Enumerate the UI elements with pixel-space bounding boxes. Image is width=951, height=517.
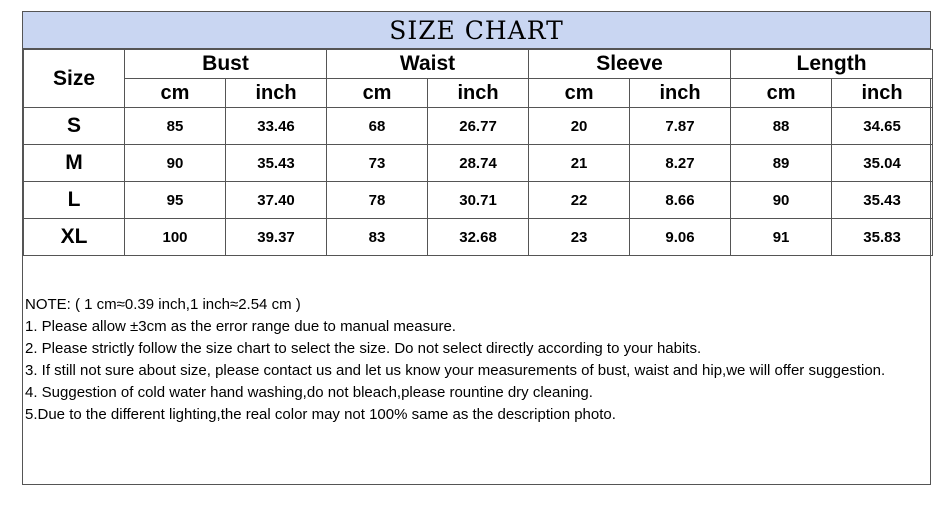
unit-header: inch [428,79,529,108]
table-cell: 35.43 [226,145,327,182]
size-chart-frame [22,11,931,485]
table-cell: 39.37 [226,219,327,256]
table-cell: 8.66 [630,182,731,219]
table-cell: 23 [529,219,630,256]
table-cell: 90 [125,145,226,182]
table-cell: 91 [731,219,832,256]
table-cell: 34.65 [832,108,933,145]
table-cell: 89 [731,145,832,182]
unit-header: cm [327,79,428,108]
unit-header: inch [832,79,933,108]
table-cell: 35.83 [832,219,933,256]
table-cell: 20 [529,108,630,145]
table-cell: 7.87 [630,108,731,145]
table-cell: 83 [327,219,428,256]
table-cell: 8.27 [630,145,731,182]
unit-header: inch [226,79,327,108]
table-row [24,219,933,256]
table-row [24,108,933,145]
table-cell: 35.04 [832,145,933,182]
table-cell: 32.68 [428,219,529,256]
note-line: 5.Due to the different lighting,the real color may not 100% same as the description photo. [25,406,616,423]
table-cell: 95 [125,182,226,219]
table-cell: 68 [327,108,428,145]
table-cell: 85 [125,108,226,145]
chart-title: SIZE CHART [23,12,930,49]
note-line: 4. Suggestion of cold water hand washing,do not bleach,please rountine dry cleaning. [25,384,593,401]
bust-header: Bust [125,50,327,79]
note-line: NOTE: ( 1 cm≈0.39 inch,1 inch≈2.54 cm ) [25,296,301,313]
table-cell: 9.06 [630,219,731,256]
length-header: Length [731,50,933,79]
unit-header: cm [529,79,630,108]
unit-header: cm [731,79,832,108]
sleeve-header: Sleeve [529,50,731,79]
table-cell: 73 [327,145,428,182]
notes-section [25,294,925,426]
table-cell: 22 [529,182,630,219]
table-cell: 30.71 [428,182,529,219]
size-label: XL [24,219,125,256]
table-cell: 90 [731,182,832,219]
table-cell: 78 [327,182,428,219]
note-line: 2. Please strictly follow the size chart to select the size. Do not select directly according to your habits. [25,340,702,357]
table-row [24,145,933,182]
unit-header: cm [125,79,226,108]
table-cell: 21 [529,145,630,182]
size-label: L [24,182,125,219]
size-table [23,49,933,256]
table-row [24,182,933,219]
unit-header: inch [630,79,731,108]
unit-header-row [24,79,933,108]
size-label: M [24,145,125,182]
size-label: S [24,108,125,145]
table-cell: 28.74 [428,145,529,182]
table-cell: 26.77 [428,108,529,145]
note-line: 1. Please allow ±3cm as the error range due to manual measure. [25,318,456,335]
size-column-header: Size [24,50,125,108]
waist-header: Waist [327,50,529,79]
table-cell: 100 [125,219,226,256]
table-cell: 88 [731,108,832,145]
group-header-row [24,50,933,79]
table-cell: 33.46 [226,108,327,145]
table-cell: 37.40 [226,182,327,219]
table-cell: 35.43 [832,182,933,219]
note-line: 3. If still not sure about size, please contact us and let us know your measurements of bust, waist and hip,we will offer suggestion. [25,362,886,379]
